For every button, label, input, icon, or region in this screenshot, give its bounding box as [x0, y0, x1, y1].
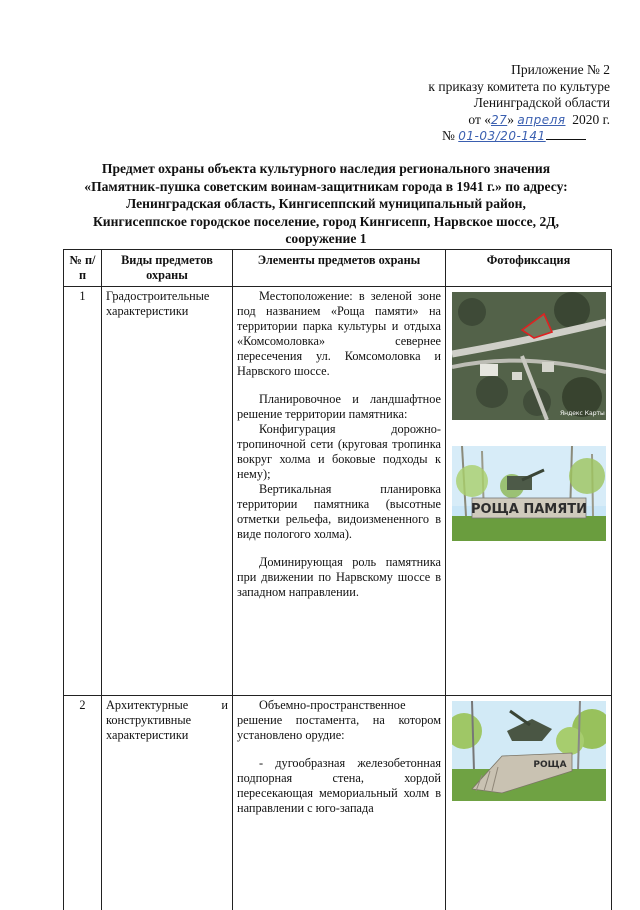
appendix-block	[350, 62, 610, 145]
date-year: 2020 г.	[572, 112, 610, 127]
element-paragraph: Доминирующая роль памятника при движении по Нарвскому шоссе в западном направлении.	[237, 555, 441, 600]
element-paragraph: - дугообразная железобетонная подпорная стена, хордой пересекающая мемориальный холм в направлении с юго-запада	[237, 756, 441, 816]
title-line-2: «Памятник-пушка советским воинам-защитникам города в 1941 г.» по адресу:	[62, 178, 590, 196]
table-header-row	[64, 250, 612, 287]
appendix-line-3: Ленинградской области	[350, 95, 610, 112]
row-type: Градостроительные характеристики	[102, 287, 233, 696]
header-photo: Фотофиксация	[446, 250, 612, 287]
row-number: 2	[64, 696, 102, 910]
element-paragraph: Конфигурация дорожно-тропиночной сети (круговая тропинка вокруг холма и боковые подходы к нему);	[237, 422, 441, 482]
satellite-map-photo	[452, 292, 606, 420]
appendix-line-1: Приложение № 2	[350, 62, 610, 79]
document-title	[62, 160, 590, 248]
appendix-number-line	[350, 128, 610, 145]
title-line-4: Кингисеппское городское поселение, город Кингисепп, Нарвское шоссе, 2Д,	[62, 213, 590, 231]
table-row	[64, 287, 612, 696]
sign-text: РОЩА	[533, 760, 566, 770]
number-value: 01-03/20-141	[458, 129, 545, 143]
protection-table	[63, 249, 612, 910]
row-photos	[446, 696, 612, 910]
date-mid: »	[507, 112, 514, 127]
header-elements: Элементы предметов охраны	[233, 250, 446, 287]
monument-cannon-photo	[452, 701, 606, 801]
table-row	[64, 696, 612, 910]
title-line-1: Предмет охраны объекта культурного наследия регионального значения	[62, 160, 590, 178]
element-paragraph: Вертикальная планировка территории памятника (высотные отметки рельефа, видоизмененного в виде пологого холма).	[237, 482, 441, 542]
row-elements	[233, 696, 446, 910]
map-credit: Яндекс Карты	[560, 410, 605, 417]
date-month: апреля	[517, 113, 565, 127]
element-paragraph: Местоположение: в зеленой зоне под названием «Роща памяти» на территории парка культуры и отдыха «Комсомоловка» севернее пересечения ул. Комсомоловка и Нарвского шоссе.	[237, 289, 441, 379]
element-paragraph: Планировочное и ландшафтное решение территории памятника:	[237, 392, 441, 422]
date-prefix: от «	[468, 112, 491, 127]
appendix-date-line	[350, 112, 610, 129]
header-types: Виды предметов охраны	[102, 250, 233, 287]
element-paragraph: Объемно-пространственное решение постамента, на котором установлено орудие:	[237, 698, 441, 743]
date-day: 27	[491, 113, 507, 127]
header-num: № п/п	[64, 250, 102, 287]
number-prefix: №	[442, 128, 455, 143]
row-elements	[233, 287, 446, 696]
title-line-3: Ленинградская область, Кингисеппский муниципальный район,	[62, 195, 590, 213]
row-type: Архитектурные и конструктивные характеристики	[102, 696, 233, 910]
appendix-line-2: к приказу комитета по культуре	[350, 79, 610, 96]
row-number: 1	[64, 287, 102, 696]
sign-text: РОЩА ПАМЯТИ	[470, 502, 586, 517]
monument-sign-photo	[452, 446, 606, 541]
title-line-5: сооружение 1	[62, 230, 590, 248]
row-photos	[446, 287, 612, 696]
